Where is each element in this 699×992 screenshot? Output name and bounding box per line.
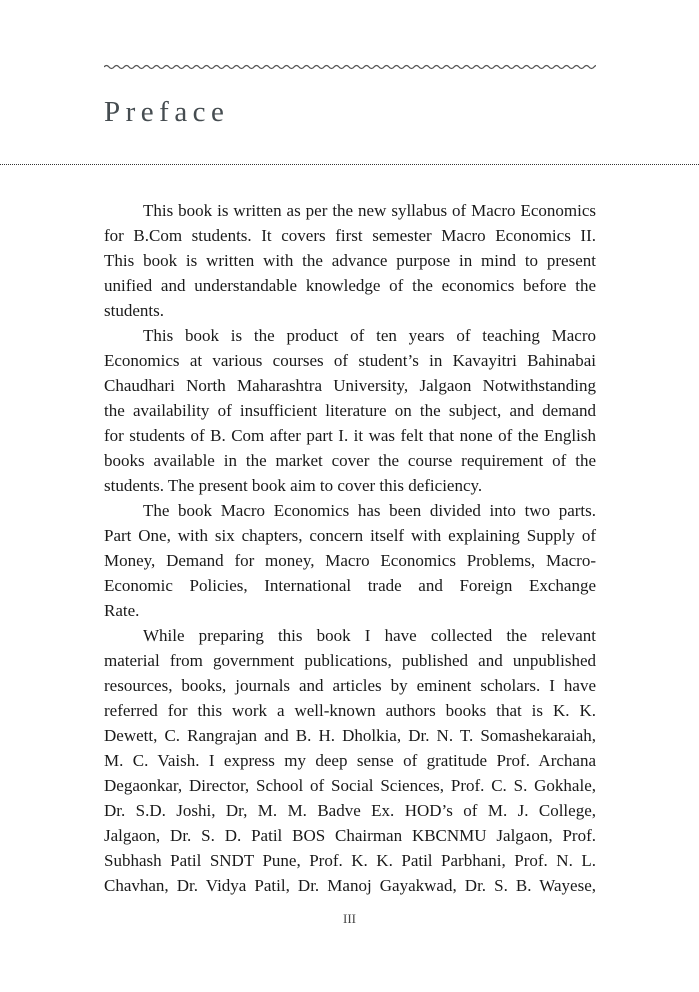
wavy-rule-ornament xyxy=(104,60,596,74)
text-line: Dewett, C. Rangrajan and B. H. Dholkia, Dr. N. T. Somashekaraiah, xyxy=(104,726,596,745)
text-line: for students of B. Com after part I. it was felt that none of the English xyxy=(104,426,596,445)
text-line: Dr. S.D. Joshi, Dr, M. M. Badve Ex. HOD’s of M. J. College, xyxy=(104,801,596,820)
page-title: Preface xyxy=(104,96,230,128)
text-line: This book is the product of ten years of teaching Macro xyxy=(143,326,596,345)
text-line: material from government publications, published and unpublished xyxy=(104,651,596,670)
text-line: While preparing this book I have collected the relevant xyxy=(143,626,596,645)
text-line: Part One, with six chapters, concern itself with explaining Supply of xyxy=(104,526,596,545)
text-line: Degaonkar, Director, School of Social Sciences, Prof. C. S. Gokhale, xyxy=(104,776,596,795)
text-line: M. C. Vaish. I express my deep sense of gratitude Prof. Archana xyxy=(104,751,596,770)
text-line: books available in the market cover the course requirement of the xyxy=(104,451,596,470)
text-line: This book is written as per the new syllabus of Macro Economics xyxy=(143,201,596,220)
text-line: Rate. xyxy=(104,601,140,620)
page-number: III xyxy=(343,911,356,926)
preface-body xyxy=(104,198,596,898)
text-line: The book Macro Economics has been divided into two parts. xyxy=(143,501,596,520)
paragraph xyxy=(104,498,596,623)
paragraph xyxy=(104,198,596,323)
text-line: unified and understandable knowledge of the economics before the xyxy=(104,276,596,295)
text-line: Money, Demand for money, Macro Economics Problems, Macro- xyxy=(104,551,596,570)
text-line: for B.Com students. It covers first semester Macro Economics II. xyxy=(104,226,596,245)
text-line: referred for this work a well-known authors books that is K. K. xyxy=(104,701,596,720)
paragraph xyxy=(104,323,596,498)
paragraph xyxy=(104,623,596,898)
text-line: Chavhan, Dr. Vidya Patil, Dr. Manoj Gayakwad, Dr. S. B. Wayese, xyxy=(104,876,596,895)
text-line: resources, books, journals and articles by eminent scholars. I have xyxy=(104,676,596,695)
dotted-divider xyxy=(0,164,699,165)
text-line: Economics at various courses of student’s in Kavayitri Bahinabai xyxy=(104,351,596,370)
text-line: This book is written with the advance purpose in mind to present xyxy=(104,251,596,270)
text-line: Jalgaon, Dr. S. D. Patil BOS Chairman KBCNMU Jalgaon, Prof. xyxy=(104,826,596,845)
text-line: Chaudhari North Maharashtra University, Jalgaon Notwithstanding xyxy=(104,376,596,395)
text-line: the availability of insufficient literature on the subject, and demand xyxy=(104,401,596,420)
text-line: students. The present book aim to cover this deficiency. xyxy=(104,476,483,495)
text-line: students. xyxy=(104,301,164,320)
text-line: Economic Policies, International trade and Foreign Exchange xyxy=(104,576,596,595)
text-line: Subhash Patil SNDT Pune, Prof. K. K. Patil Parbhani, Prof. N. L. xyxy=(104,851,596,870)
